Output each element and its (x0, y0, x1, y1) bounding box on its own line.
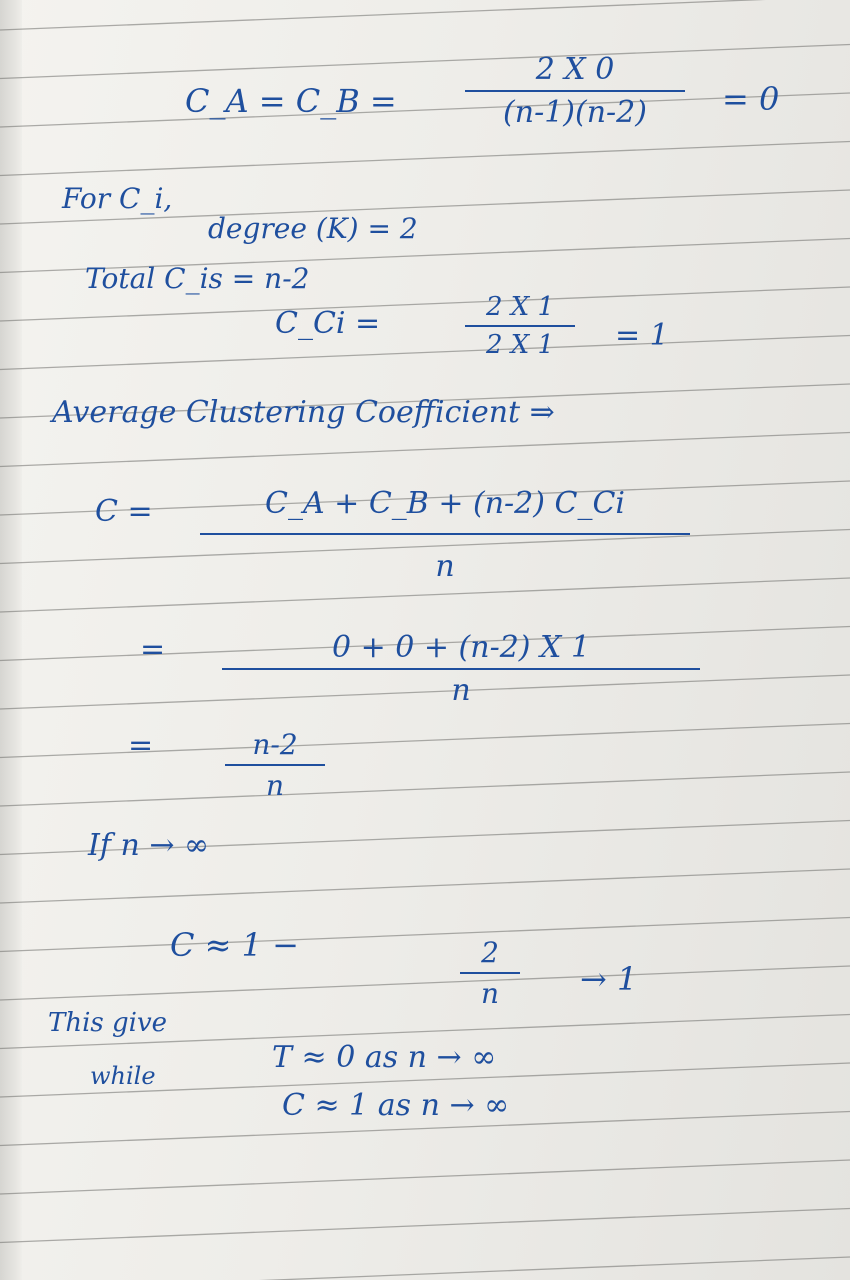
total-line: Total C_is = n-2 (85, 262, 310, 295)
approx-numerator: 2 (481, 936, 499, 969)
cci-fraction-bar (465, 325, 575, 327)
eq1-fraction (465, 52, 685, 130)
step3-numerator: n-2 (252, 728, 298, 761)
eq1-denominator: (n-1)(n-2) (503, 95, 647, 130)
for-ci-label: For C_i, (62, 182, 173, 215)
c-def-fraction-bar (200, 533, 690, 535)
step3-denominator: n (265, 769, 285, 802)
ruled-line (0, 772, 850, 806)
ruled-line (0, 142, 850, 176)
c-def-fraction (200, 486, 690, 584)
cci-lhs: C_Ci = (275, 306, 381, 341)
ruled-line (0, 1257, 850, 1280)
ruled-line (0, 45, 850, 79)
ruled-line (0, 966, 850, 1000)
while-label: while (90, 1062, 156, 1090)
step2-fraction (222, 630, 700, 708)
eq1-fraction-bar (465, 90, 685, 92)
approx-rhs: → 1 (580, 960, 638, 998)
step3-lhs: = (128, 728, 154, 763)
step3-fraction (225, 728, 325, 802)
this-give-label: This give (48, 1008, 168, 1038)
eq1-lhs: C_A = C_B = (185, 82, 397, 120)
approx-fraction (460, 936, 520, 1010)
approx-fraction-bar (460, 972, 520, 974)
step3-fraction-bar (225, 764, 325, 766)
step2-lhs: = (140, 632, 166, 667)
ruled-line (0, 869, 850, 903)
ruled-line (0, 0, 850, 30)
c-def-numerator: C_A + C_B + (n-2) C_Ci (264, 486, 626, 521)
t-line: T ≈ 0 as n → ∞ (272, 1040, 497, 1075)
c-def-lhs: C = (95, 494, 153, 529)
approx-denominator: n (480, 977, 500, 1010)
degree-line: degree (K) = 2 (208, 212, 418, 245)
ruled-line (0, 918, 850, 952)
if-line: If n → ∞ (88, 828, 210, 863)
eq1-numerator: 2 X 0 (535, 52, 615, 87)
ruled-line (0, 433, 850, 467)
eq1-rhs: = 0 (722, 80, 780, 118)
heading-average-clustering: Average Clustering Coefficient ⇒ (52, 395, 555, 430)
c-def-denominator: n (435, 549, 455, 584)
approx-lhs: C ≈ 1 − (170, 926, 299, 964)
c-line: C ≈ 1 as n → ∞ (282, 1088, 510, 1123)
step2-denominator: n (451, 673, 471, 708)
step2-fraction-bar (222, 668, 700, 670)
cci-rhs: = 1 (615, 318, 669, 353)
cci-denominator: 2 X 1 (485, 330, 555, 360)
ruled-line (0, 1160, 850, 1194)
cci-fraction (465, 292, 575, 360)
ruled-line (0, 336, 850, 370)
cci-numerator: 2 X 1 (485, 292, 555, 322)
ruled-line (0, 1209, 850, 1243)
step2-numerator: 0 + 0 + (n-2) X 1 (331, 630, 591, 665)
